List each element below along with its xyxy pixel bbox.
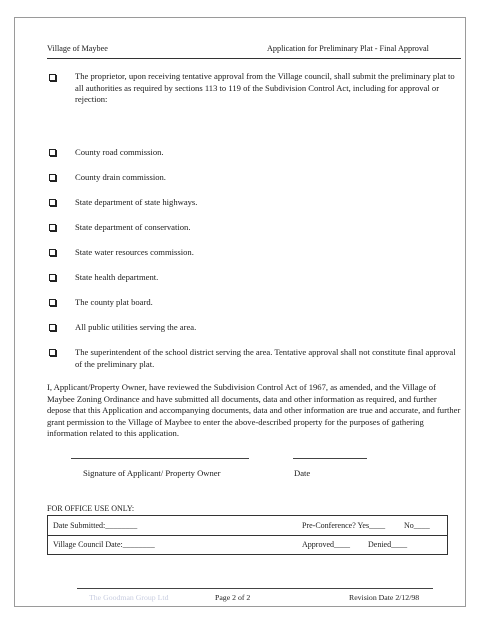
pre-conference-yes-field[interactable]: Pre-Conference? Yes____ bbox=[302, 521, 386, 530]
checklist-item-proprietor: The proprietor, upon receiving tentative approval from the Village council, shall submit the preliminary plat to all authorities as required by sections 113 to 119 of the Subdivision Control Act, including for approval or rejection: bbox=[75, 71, 455, 105]
checkbox-public-utilities[interactable] bbox=[49, 324, 56, 331]
header-rule bbox=[47, 58, 461, 59]
office-use-divider bbox=[48, 535, 447, 536]
checkbox-conservation[interactable] bbox=[49, 224, 56, 231]
checkbox-school-district[interactable] bbox=[49, 349, 56, 356]
checkbox-county-drain[interactable] bbox=[49, 174, 56, 181]
approved-field[interactable]: Approved____ bbox=[302, 540, 350, 549]
date-submitted-field[interactable]: Date Submitted:________ bbox=[53, 521, 138, 530]
office-use-title: FOR OFFICE USE ONLY: bbox=[47, 504, 135, 513]
checklist-item-conservation: State department of conservation. bbox=[75, 222, 191, 232]
footer-revision-date: Revision Date 2/12/98 bbox=[349, 593, 420, 602]
date-label: Date bbox=[294, 468, 311, 478]
date-line[interactable] bbox=[293, 458, 367, 459]
footer-page-number: Page 2 of 2 bbox=[215, 593, 251, 602]
village-council-date-field[interactable]: Village Council Date:________ bbox=[53, 540, 155, 549]
denied-field[interactable]: Denied____ bbox=[368, 540, 408, 549]
checkbox-health-department[interactable] bbox=[49, 274, 56, 281]
checkbox-water-resources[interactable] bbox=[49, 249, 56, 256]
footer-faint-text: The Goodman Group Ltd bbox=[89, 593, 169, 602]
certification-paragraph: I, Applicant/Property Owner, have reviewed the Subdivision Control Act of 1967, as amended, and the Village of Maybee Zoning Ordinance and have submitted all documents, data and other information as required, and further depose that this Application and accompanying documents, data and other information are true and accurate, and further grant permission to the Village of Maybee to enter the above-described property for the purposes of gathering information related to this application. bbox=[47, 382, 461, 439]
checklist-item-school-district: The superintendent of the school district serving the area. Tentative approval shall not constitute final approval of the preliminary plat. bbox=[75, 347, 456, 369]
header-village-name: Village of Maybee bbox=[47, 44, 108, 53]
pre-conference-no-field[interactable]: No____ bbox=[404, 521, 430, 530]
checklist-item-county-road: County road commission. bbox=[75, 147, 164, 157]
office-use-box bbox=[47, 515, 448, 555]
checklist-item-state-highways: State department of state highways. bbox=[75, 197, 198, 207]
checklist-item-plat-board: The county plat board. bbox=[75, 297, 153, 307]
checkbox-proprietor[interactable] bbox=[49, 74, 56, 81]
signature-line[interactable] bbox=[71, 458, 249, 459]
checklist-item-public-utilities: All public utilities serving the area. bbox=[75, 322, 197, 332]
header-application-title: Application for Preliminary Plat - Final Approval bbox=[267, 44, 429, 53]
checklist-item-water-resources: State water resources commission. bbox=[75, 247, 194, 257]
checkbox-plat-board[interactable] bbox=[49, 299, 56, 306]
checklist-item-county-drain: County drain commission. bbox=[75, 172, 166, 182]
checklist-item-health-department: State health department. bbox=[75, 272, 159, 282]
footer-rule bbox=[77, 588, 433, 589]
checkbox-county-road[interactable] bbox=[49, 149, 56, 156]
document-page bbox=[14, 17, 466, 607]
checkbox-state-highways[interactable] bbox=[49, 199, 56, 206]
signature-label: Signature of Applicant/ Property Owner bbox=[83, 468, 221, 478]
